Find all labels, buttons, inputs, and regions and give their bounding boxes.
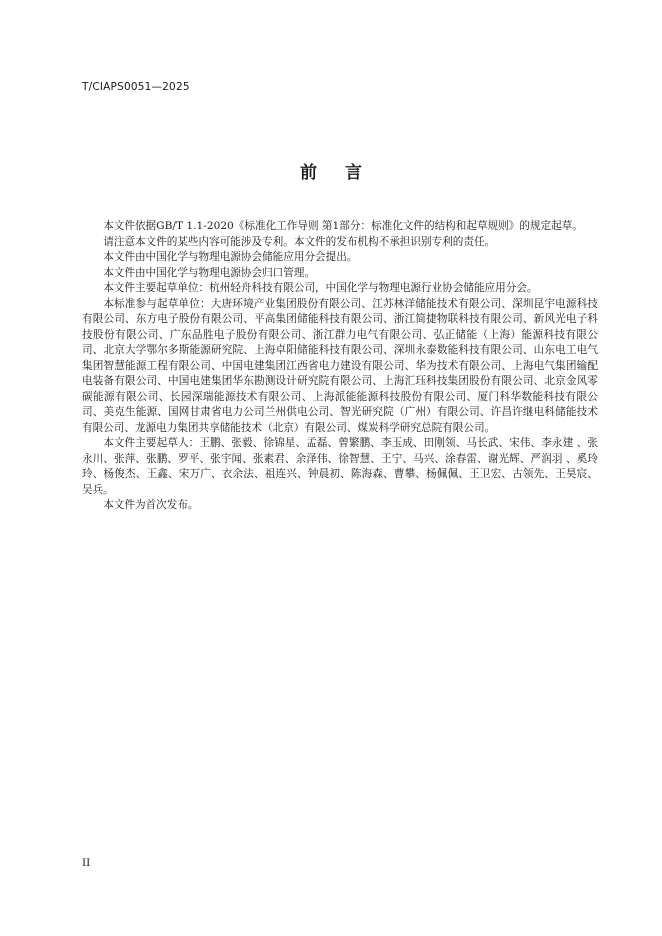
document-id: T/CIAPS0051—2025 [82,81,190,93]
paragraph-basis: 本文件依据GB/T 1.1-2020《标准化工作导则 第1部分：标准化文件的结构和起草规则》的规定起草。 [103,220,583,232]
paragraph-drafters: 本文件主要起草人：王鹏、张毅、徐锦星、孟磊、曾繁鹏、李玉成、田刚领、马长武、宋伟、李永建 、张永川、张萍、张鹏、罗平、张宇闻、张素君、余泽伟、徐智慧、王宁、马兴、涂春雷、谢光辉、严润羽 、奚玲玲、杨俊杰、王鑫、宋万广、衣余法、祖连兴、钟晨初、陈海森、曹攀、杨佩佩、王卫宏、古领先、王昊宸、 吴兵。 [82,437,598,496]
paragraph-patent-notice: 请注意本文件的某些内容可能涉及专利。本文件的发布机构不承担识别专利的责任。 [103,235,496,248]
foreword-body [82,219,598,514]
paragraph-participating-units: 本标准参与起草单位：大唐环境产业集团股份有限公司、江苏林洋储能技术有限公司、深圳昆宇电源科技有限公司、东方电子股份有限公司、平高集团储能科技有限公司、浙江简捷物联科技有限公司、新风光电子科技股份有限公司、广东品胜电子股份有限公司、浙江群力电气有限公司、弘正储能（上海）能源科技有限公司、北京大学鄂尔多斯能源研究院、上海卓阳储能科技有限公司、深圳永泰数能科技有限公司、山东电工电气集团智慧能源工程有限公司、中国电建集团江西省电力建设有限公司、华为技术有限公司、上海电气集团输配电装备有限公司、中国电建集团华东勘测设计研究院有限公司、上海汇珏科技集团股份有限公司、北京金风零碳能源有限公司、长园深瑞能源技术有限公司、上海派能能源科技股份有限公司、厦门科华数能科技有限公司、美克生能源、国网甘肃省电力公司兰州供电公司、智光研究院（广州）有限公司、许昌许继电科储能技术有限公司、龙源电力集团共享储能技术（北京）有限公司、煤炭科学研究总院有限公司。 [82,297,598,434]
paragraph-main-drafting-units: 本文件主要起草单位：杭州轻舟科技有限公司，中国化学与物理电源行业协会储能应用分会。 [103,282,538,294]
paragraph-first-release: 本文件为首次发布。 [103,499,199,511]
page-number: II [82,857,91,869]
paragraph-administrator: 本文件由中国化学与物理电源协会归口管理。 [103,266,316,279]
paragraph-proposer: 本文件由中国化学与物理电源协会储能应用分会提出。 [103,251,358,263]
page-title: 前言 [300,163,390,183]
